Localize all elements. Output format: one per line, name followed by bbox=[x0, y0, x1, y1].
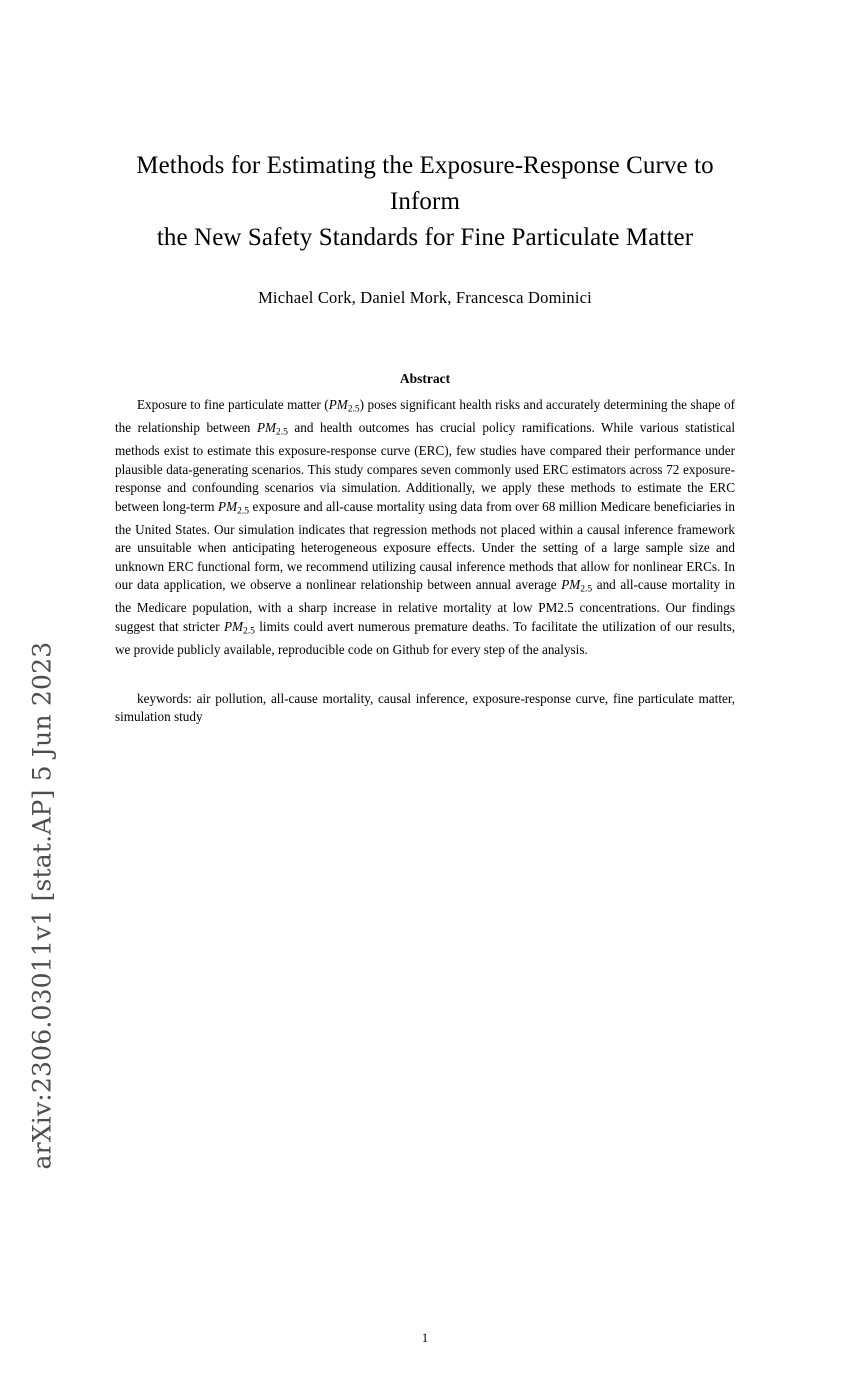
abstract-section bbox=[113, 371, 737, 727]
page-number: 1 bbox=[421, 1331, 429, 1345]
abstract-body: Exposure to fine particulate matter $(PM_{2.5})$ poses significant health risks and accurately determining the shape of the relationship between $PM_{2.5}$ and health outcomes has crucial policy ramifications. While various statistical methods exist to estimate this exposure-response curve (ERC), few studies have compared their performance under plausible data-generating scenarios. This study compares seven commonly used ERC estimators across 72 exposure-response and confounding scenarios via simulation. Additionally, we apply these methods to estimate the ERC between long-term $PM_{2.5}$ exposure and all-cause mortality using data from over 68 million Medicare beneficiaries in the United States. Our simulation indicates that regression methods not placed within a causal inference framework are unsuitable when anticipating heterogeneous exposure effects. Under the setting of a large sample size and unknown ERC functional form, we recommend utilizing causal inference methods that allow for nonlinear ERCs. In our data application, we observe a nonlinear relationship between annual average $PM_{2.5}$ and all-cause mortality in the Medicare population, with a sharp increase in relative mortality at low PM2.5 concentrations. Our findings suggest that stricter $PM_{2.5}$ limits could avert numerous premature deaths. To facilitate the utilization of our results, we provide publicly available, reproducible code on Github for every step of the analysis. bbox=[115, 397, 735, 657]
page-title bbox=[113, 148, 737, 256]
arxiv-identifier-stamp: arXiv:2306.03011v1 [stat.AP] 5 Jun 2023 bbox=[27, 641, 57, 1170]
title-line-1: Methods for Estimating the Exposure-Response Curve to Inform bbox=[136, 152, 714, 215]
paper-content bbox=[113, 0, 737, 727]
keywords-line: keywords: air pollution, all-cause mortality, causal inference, exposure-response curve, fine particulate matter, simulation study bbox=[115, 690, 735, 725]
title-line-2: the New Safety Standards for Fine Particulate Matter bbox=[156, 224, 694, 251]
abstract-heading: Abstract bbox=[399, 371, 451, 386]
author-list: Michael Cork, Daniel Mork, Francesca Dominici bbox=[258, 288, 592, 307]
